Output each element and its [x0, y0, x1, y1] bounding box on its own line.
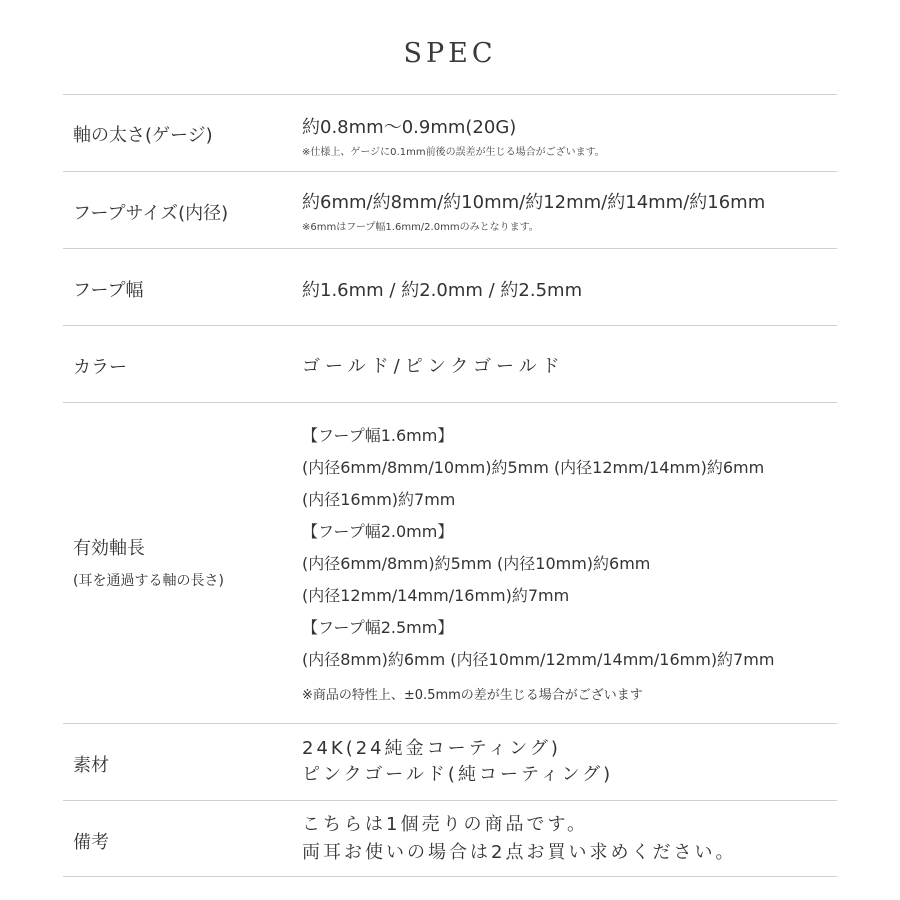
- color-label: カラー: [73, 357, 127, 378]
- spec-row-remarks: [63, 800, 837, 877]
- remarks-line: こちらは1個売りの商品です。: [302, 814, 589, 835]
- color-value: ゴールド/ピンクゴールド: [302, 356, 565, 377]
- effective-length-label: 有効軸長: [73, 538, 145, 559]
- spec-row-hoop-size: [63, 171, 837, 248]
- effective-length-line: 【フープ幅2.0mm】: [302, 522, 454, 541]
- spec-row-hoop-width: [63, 248, 837, 325]
- hoop-size-value: 約6mm/約8mm/約10mm/約12mm/約14mm/約16mm: [302, 192, 766, 213]
- remarks-label: 備考: [73, 832, 109, 853]
- remarks-value-block: [302, 811, 736, 867]
- effective-length-line: (内径16mm)約7mm: [302, 490, 456, 509]
- spec-table: [63, 94, 837, 877]
- effective-length-line: 【フープ幅1.6mm】: [302, 426, 454, 445]
- hoop-width-value: 約1.6mm / 約2.0mm / 約2.5mm: [302, 280, 583, 301]
- remarks-line: 両耳お使いの場合は2点お買い求めください。: [302, 842, 737, 863]
- hoop-width-label: フープ幅: [73, 280, 144, 301]
- effective-length-sublabel: (耳を通過する軸の長さ): [73, 573, 224, 589]
- hoop-size-value-block: [302, 192, 765, 233]
- effective-length-line: (内径8mm)約6mm (内径10mm/12mm/14mm/16mm)約7mm: [302, 650, 775, 669]
- effective-length-line: (内径12mm/14mm/16mm)約7mm: [302, 586, 570, 605]
- effective-length-value-block: [302, 420, 774, 703]
- material-line: ピンクゴールド(純コーティング): [302, 764, 614, 785]
- gauge-label: 軸の太さ(ゲージ): [73, 125, 213, 146]
- spec-row-gauge: [63, 94, 837, 171]
- effective-length-line: 【フープ幅2.5mm】: [302, 618, 454, 637]
- spec-title: SPEC: [403, 38, 497, 69]
- spec-row-effective-length: [63, 402, 837, 723]
- material-line: 24K(24純金コーティング): [302, 738, 561, 759]
- effective-length-line: (内径6mm/8mm/10mm)約5mm (内径12mm/14mm)約6mm: [302, 458, 765, 477]
- hoop-size-label: フープサイズ(内径): [73, 203, 229, 224]
- effective-length-note: ※商品の特性上、±0.5mmの差が生じる場合がございます: [302, 688, 643, 703]
- material-label: 素材: [73, 755, 109, 776]
- material-value-block: [302, 736, 613, 788]
- effective-length-label-block: [73, 534, 224, 590]
- gauge-value-block: [302, 117, 605, 158]
- spec-row-color: [63, 325, 837, 402]
- gauge-note: ※仕様上、ゲージに0.1mm前後の誤差が生じる場合がございます。: [302, 147, 605, 158]
- spec-row-material: [63, 723, 837, 800]
- effective-length-line: (内径6mm/8mm)約5mm (内径10mm)約6mm: [302, 554, 651, 573]
- gauge-value: 約0.8mm〜0.9mm(20G): [302, 117, 517, 138]
- hoop-size-note: ※6mmはフープ幅1.6mm/2.0mmのみとなります。: [302, 222, 539, 233]
